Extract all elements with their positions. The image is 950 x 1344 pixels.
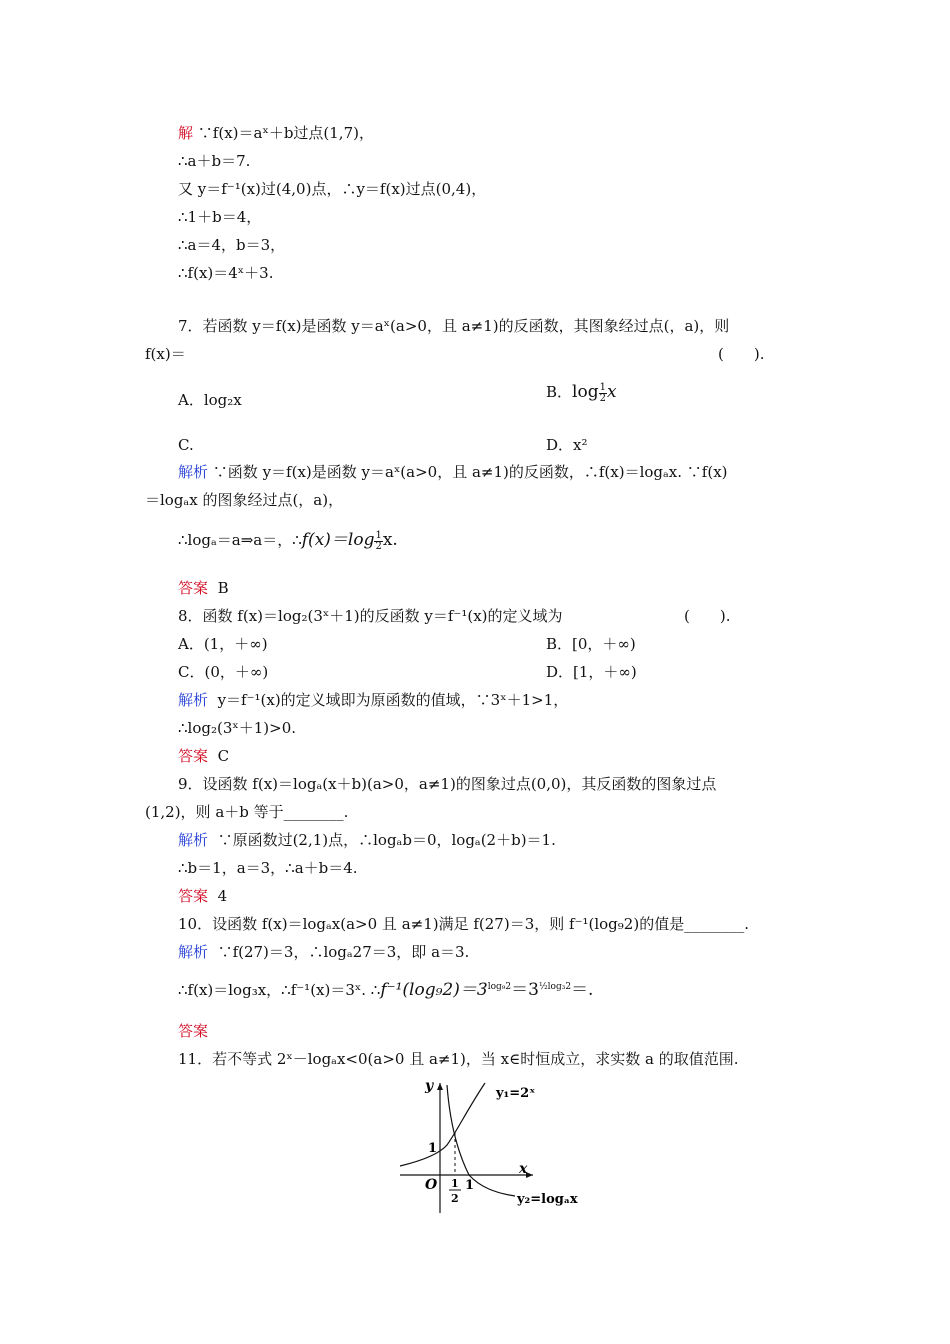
text: ∵函数 y＝f(x)是函数 y＝aˣ(a>0，且 a≠1)的反函数，∴f(x)＝logₐx. ∵f(x): [212, 463, 728, 481]
q8-option-b: B．[0，＋∞): [546, 635, 636, 653]
y2-label: y₂=logₐx: [517, 1192, 578, 1207]
analysis-label: 解析: [178, 463, 209, 481]
q9-answer: [178, 886, 227, 906]
x-one-label: 1: [465, 1178, 475, 1193]
frac-den: 2: [375, 540, 382, 552]
math-lhs: f⁻¹(log₉2)＝3: [380, 980, 488, 1000]
q7-stem-line2: f(x)＝: [145, 345, 186, 363]
math-fx: f(x)＝log: [301, 530, 375, 550]
text: ∵原函数过(2,1)点，∴logₐb＝0，logₐ(2＋b)＝1.: [217, 831, 556, 849]
log-text: log: [572, 382, 599, 402]
text: ∵f(27)＝3，∴logₐ27＝3，即 a＝3.: [217, 943, 470, 961]
exponent: log₉2: [487, 982, 512, 992]
analysis-label: 解析: [178, 943, 209, 961]
q8-option-d: D．[1，＋∞): [546, 663, 637, 681]
fraction-one-half: [599, 383, 607, 404]
answer-value: 4: [217, 887, 228, 905]
y-axis-label: y: [425, 1078, 434, 1094]
q8-option-c: C．(0，＋∞): [178, 663, 269, 681]
q7-paren: ( ).: [718, 345, 765, 363]
q7-analysis-line2: ＝logₐx 的图象经过点(，a)，: [145, 491, 344, 509]
q7-answer: [178, 578, 229, 598]
q8-analysis-line2: ∴log₂(3ˣ＋1)>0.: [178, 719, 297, 737]
analysis-label: 解析: [178, 831, 209, 849]
q8-answer: [178, 746, 229, 766]
q9-analysis-line2: ∴b＝1，a＝3，∴a＋b＝4.: [178, 859, 358, 877]
q10-analysis-line1: [178, 942, 469, 962]
sol6-line1: [178, 123, 374, 143]
half-den: 2: [451, 1192, 459, 1205]
answer-label: 答案: [178, 579, 209, 597]
analysis-label: 解析: [178, 691, 209, 709]
q7-option-b: [546, 382, 617, 404]
text: x.: [382, 530, 398, 550]
sol6-line6: ∴f(x)＝4ˣ＋3.: [178, 264, 274, 282]
q8-analysis-line1: [178, 690, 568, 710]
q9-analysis-line1: [178, 830, 556, 850]
fraction-one-half: [374, 531, 382, 552]
answer-value: C: [217, 747, 230, 765]
sol6-line5: ∴a＝4，b＝3，: [178, 236, 286, 254]
sol6-line3: 又 y＝f⁻¹(x)过(4,0)点，∴y＝f(x)过点(0,4)，: [178, 180, 487, 198]
q7-option-d: D．x²: [546, 436, 588, 454]
y-one-label: 1: [428, 1141, 438, 1156]
var-x: x: [606, 382, 617, 402]
text: ∴logₐ＝a⇒a＝，∴: [178, 531, 302, 549]
answer-label: 答案: [178, 887, 209, 905]
exponent: ½log₃2: [538, 982, 572, 992]
y-axis-arrow-icon: [437, 1083, 443, 1090]
sol6-line4: ∴1＋b＝4，: [178, 208, 262, 226]
math-mid: ＝3: [511, 980, 539, 1000]
text: y＝f⁻¹(x)的定义域即为原函数的值域，∵3ˣ＋1>1，: [217, 691, 569, 709]
q7-option-c: C.: [178, 436, 194, 454]
solution-label: 解: [178, 124, 194, 142]
q9-stem-line1: 9．设函数 f(x)＝logₐ(x＋b)(a>0，a≠1)的图象过点(0,0)，其反函数的图象过点: [178, 775, 717, 793]
text: ∴f(x)＝log₃x，∴f⁻¹(x)＝3ˣ. ∴: [178, 981, 381, 999]
q8-option-a: A．(1，＋∞): [178, 635, 268, 653]
q10-stem: 10．设函数 f(x)＝logₐx(a>0 且 a≠1)满足 f(27)＝3，则 f⁻¹(log₉2)的值是________.: [178, 915, 749, 933]
text: ＝.: [571, 980, 594, 1000]
x-axis-label: x: [519, 1161, 528, 1177]
q7-analysis-line3: [178, 530, 398, 552]
q8-paren: ( ).: [684, 607, 731, 625]
q9-stem-line2: (1,2)，则 a＋b 等于________.: [145, 803, 349, 821]
q11-stem: 11．若不等式 2ˣ－logₐx<0(a>0 且 a≠1)，当 x∈时恒成立，求实数 a 的取值范围.: [178, 1050, 739, 1068]
q7-option-a: A．log₂x: [178, 391, 242, 409]
q10-analysis-line2: [178, 980, 593, 1000]
option-b-prefix: B．: [546, 383, 573, 401]
text: ∵f(x)＝aˣ＋b过点(1,7)，: [197, 124, 374, 142]
answer-label: 答案: [178, 747, 209, 765]
q10-answer: [178, 1021, 208, 1041]
function-graph: [395, 1075, 595, 1215]
frac-num: 1: [599, 381, 606, 393]
frac-num: 1: [375, 529, 382, 541]
answer-value: B: [217, 579, 229, 597]
half-num: 1: [451, 1177, 459, 1190]
y1-label: y₁=2ˣ: [496, 1086, 536, 1101]
q7-stem-line1: 7．若函数 y＝f(x)是函数 y＝aˣ(a>0，且 a≠1)的反函数，其图象经过点(，a)，则: [178, 317, 730, 335]
answer-label: 答案: [178, 1022, 209, 1040]
q7-analysis-line1: [178, 462, 728, 482]
sol6-line2: ∴a＋b＝7.: [178, 152, 251, 170]
q8-stem: 8．函数 f(x)＝log₂(3ˣ＋1)的反函数 y＝f⁻¹(x)的定义域为: [178, 607, 563, 625]
frac-den: 2: [599, 392, 606, 404]
origin-label: O: [425, 1177, 438, 1193]
curve-y1: [400, 1083, 485, 1166]
